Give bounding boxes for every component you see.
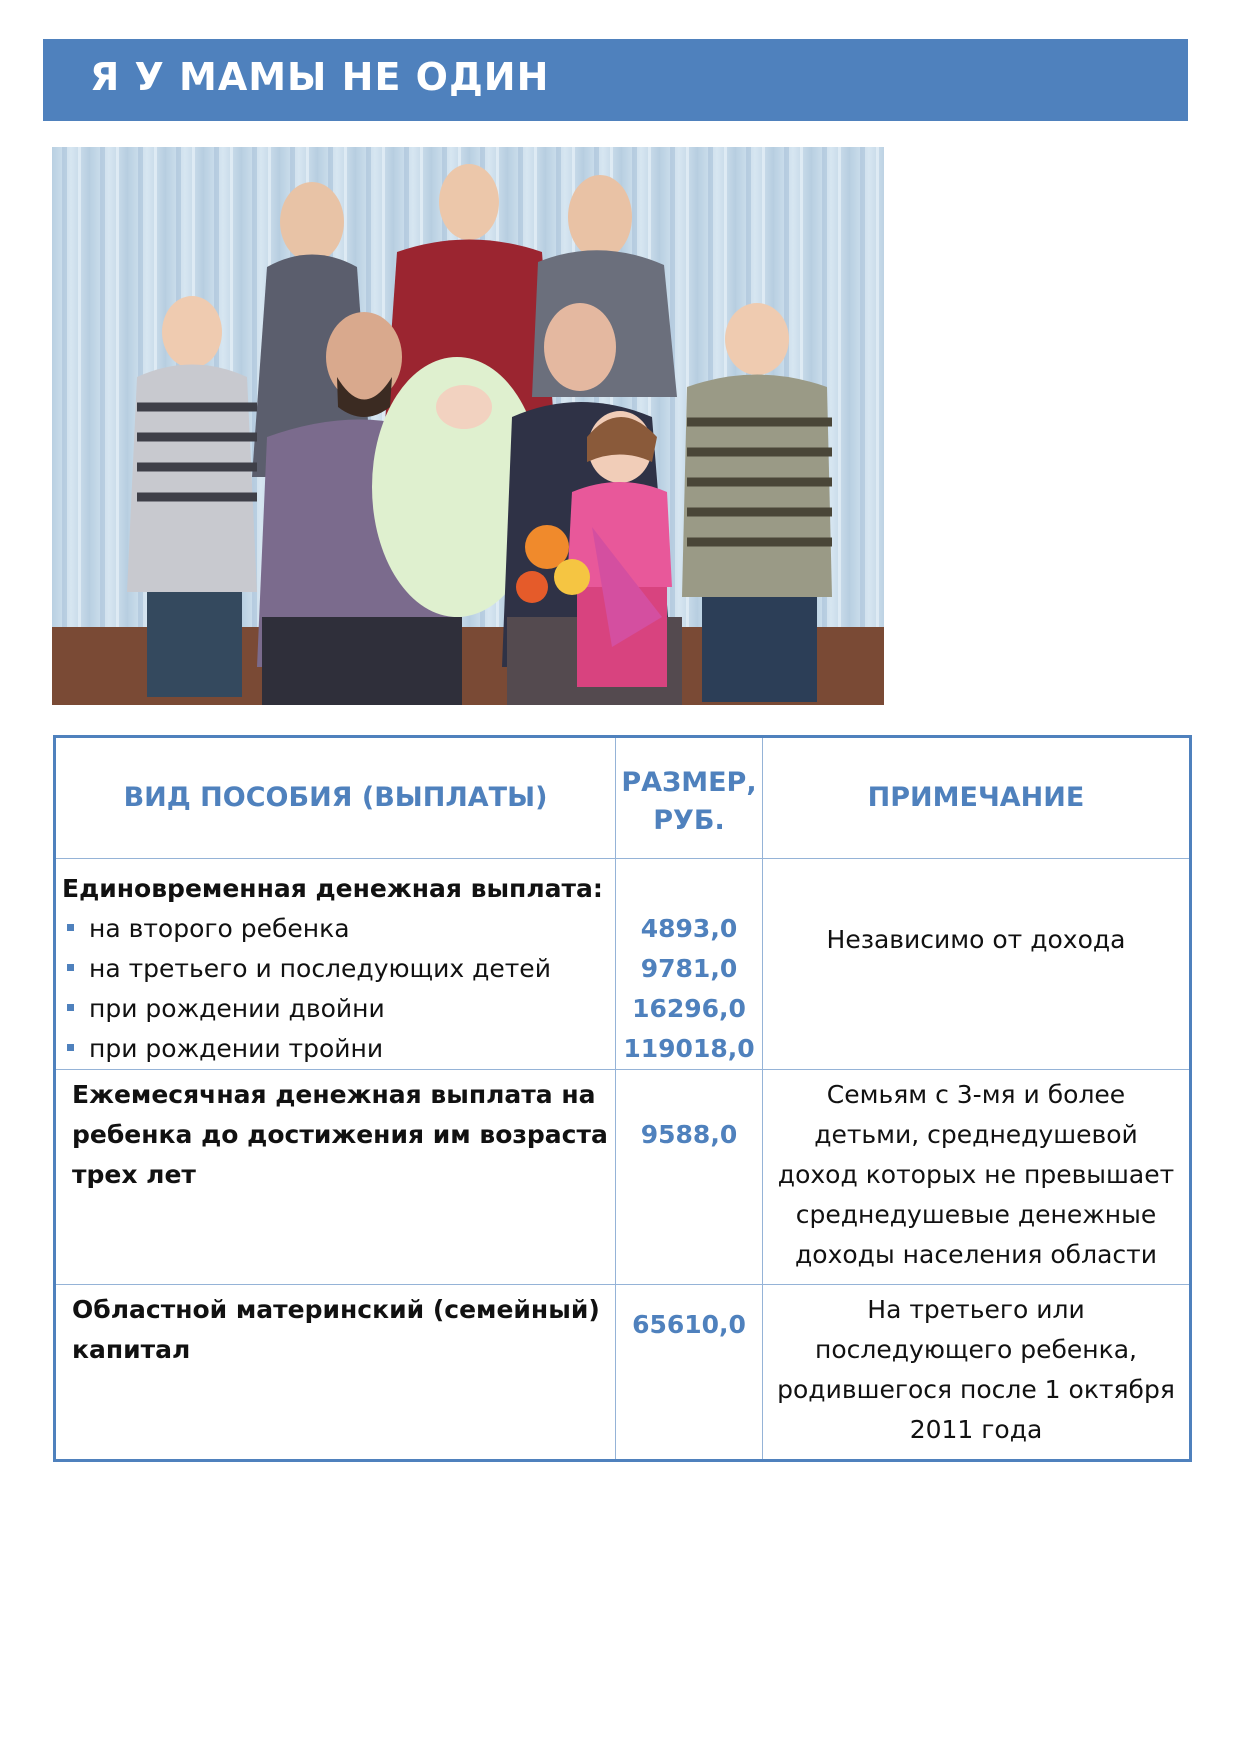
amount-value: 9588,0 <box>640 1120 738 1149</box>
row3-note-line: родившегося после 1 октября <box>777 1375 1175 1404</box>
benefits-table <box>53 735 1192 1462</box>
table-header-row <box>55 737 1191 859</box>
list-item: при рождении двойни <box>62 989 615 1029</box>
table-row <box>55 859 1191 1070</box>
table-row <box>55 1070 1191 1285</box>
row2-title-line: ребенка до достижения им возраста <box>72 1120 608 1149</box>
list-item: на третьего и последующих детей <box>62 949 615 989</box>
list-item: на второго ребенка <box>62 909 615 949</box>
row3-note-line: На третьего или <box>867 1295 1085 1324</box>
row3-title-line: Областной материнский (семейный) <box>72 1295 600 1324</box>
row2-type-cell <box>55 1070 616 1285</box>
row2-note-line: среднедушевые денежные <box>795 1200 1157 1229</box>
row2-note-line: доходы населения области <box>795 1240 1157 1269</box>
row2-note-line: доход которых не превышает <box>777 1160 1175 1189</box>
column-header-size <box>616 737 763 859</box>
amount-value: 119018,0 <box>623 1034 755 1063</box>
row2-title-line: Ежемесячная денежная выплата на <box>72 1080 596 1109</box>
row3-title-line: капитал <box>72 1335 191 1364</box>
table-row <box>55 1285 1191 1461</box>
column-header-note: ПРИМЕЧАНИЕ <box>763 737 1191 859</box>
row3-note-line: последующего ребенка, <box>815 1335 1137 1364</box>
row3-note-line: 2011 года <box>909 1415 1043 1444</box>
row3-type-cell <box>55 1285 616 1461</box>
row2-note-cell <box>763 1070 1191 1285</box>
amount-value: 65610,0 <box>632 1310 746 1339</box>
column-header-size-line1: РАЗМЕР, <box>621 767 757 798</box>
page-title: Я У МАМЫ НЕ ОДИН <box>90 55 550 99</box>
row1-note-cell <box>763 859 1191 1070</box>
family-photo <box>52 147 884 705</box>
amount-value: 9781,0 <box>640 954 738 983</box>
amount-value: 16296,0 <box>632 994 746 1023</box>
row1-amount-cell <box>616 859 763 1070</box>
list-item: при рождении тройни <box>62 1029 615 1069</box>
row2-amount-cell <box>616 1070 763 1285</box>
row1-item-list <box>62 909 615 1069</box>
row2-title-line: трех лет <box>72 1160 196 1189</box>
row1-title: Единовременная денежная выплата: <box>62 874 603 903</box>
column-header-type: ВИД ПОСОБИЯ (ВЫПЛАТЫ) <box>55 737 616 859</box>
row3-note-cell <box>763 1285 1191 1461</box>
header-banner <box>43 39 1188 121</box>
amount-value: 4893,0 <box>640 914 738 943</box>
row1-type-cell <box>55 859 616 1070</box>
column-header-size-line2: РУБ. <box>653 805 725 836</box>
row2-note-line: детьми, среднедушевой <box>814 1120 1138 1149</box>
row2-note-line: Семьям с 3-мя и более <box>826 1080 1126 1109</box>
row1-note: Независимо от дохода <box>826 925 1126 954</box>
row3-amount-cell <box>616 1285 763 1461</box>
